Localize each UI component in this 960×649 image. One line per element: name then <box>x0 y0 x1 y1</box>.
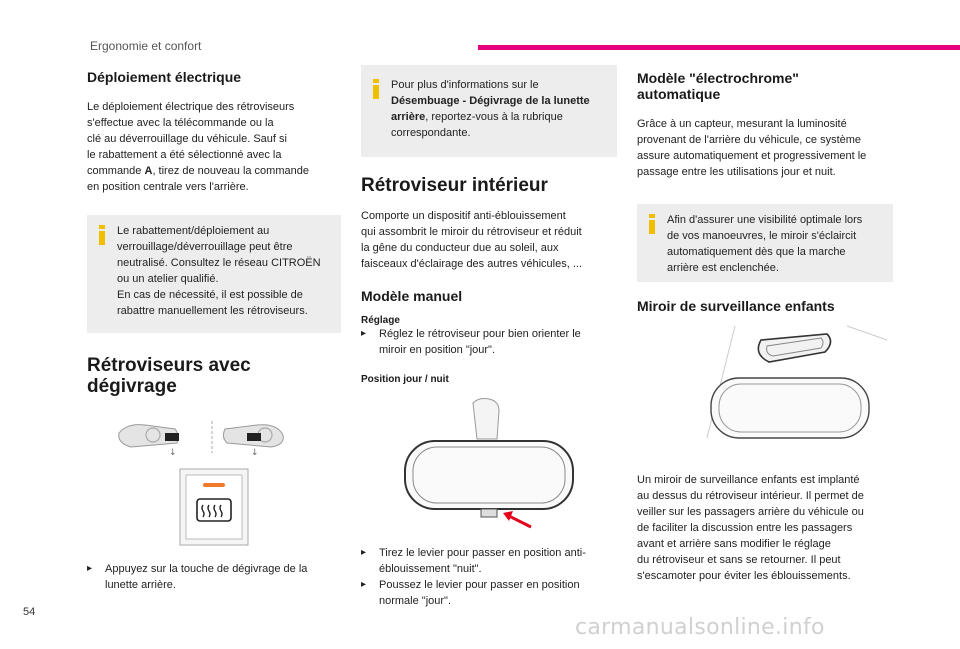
heading-degivrage: Rétroviseurs avec dégivrage <box>87 355 251 397</box>
info-note-marche-arriere: Afin d'assurer une visibilité optimale lors de vos manoeuvres, le miroir s'éclaircit automatiquement dès que la marche arrière est enclenchée. <box>637 204 893 282</box>
heading-electrochrome: Modèle "électrochrome" automatique <box>637 70 799 102</box>
svg-text:↓: ↓ <box>251 448 259 458</box>
section-accent-bar <box>478 45 960 50</box>
info-note-rabattement: Le rabattement/déploiement au verrouillage/déverrouillage peut être neutralisé. Consultez le réseau CITROËN ou un atelier qualifié. En cas de nécessité, il est possible de rabattre manuellement les rétroviseurs. <box>87 215 341 333</box>
info-icon <box>371 79 381 99</box>
column-middle <box>361 65 617 609</box>
info-icon <box>97 225 107 245</box>
bullet-appuyez: ▸ Appuyez sur la touche de dégivrage de la lunette arrière. <box>87 563 308 591</box>
anti-glare-lever[interactable] <box>481 509 497 517</box>
heading-deploiement: Déploiement électrique <box>87 69 242 85</box>
bullet-tirez-poussez: ▸ Tirez le levier pour passer en position anti- éblouissement "nuit". ▸ Poussez le levier pour passer en position normale "jour". <box>361 547 586 607</box>
info-note-desembuage: Pour plus d'informations sur le Désembuage - Dégivrage de la lunette arrière, reportez-vous à la rubrique correspondante. <box>361 65 617 157</box>
bullet-arrow-icon: ▸ <box>361 579 367 590</box>
left-mirror-icon <box>119 425 179 458</box>
rear-defrost-button[interactable] <box>180 469 248 545</box>
page-number: 54 <box>23 606 36 618</box>
info-icon <box>647 214 657 234</box>
column-left <box>87 65 341 593</box>
bullet-arrow-icon: ▸ <box>361 547 367 558</box>
label-reglage: Réglage <box>361 315 400 326</box>
svg-text:↓: ↓ <box>169 448 177 458</box>
label-position-jour-nuit: Position jour / nuit <box>361 374 449 385</box>
heading-retroviseur-interieur: Rétroviseur intérieur <box>361 175 548 196</box>
manual-mirror-illustration <box>361 389 617 539</box>
heading-miroir-enfants: Miroir de surveillance enfants <box>637 298 835 314</box>
section-header: Ergonomie et confort <box>90 39 202 53</box>
paragraph-deploiement: Le déploiement électrique des rétroviseurs s'effectue avec la télécommande ou la clé au déverrouillage du véhicule. Sauf si le rabattement a été sélectionné avec la commande A, tirez de nouveau la commande en position centrale vers l'arrière. <box>87 101 309 193</box>
watermark: carmanualsonline.info <box>575 615 825 640</box>
paragraph-enfants: Un miroir de surveillance enfants est implanté au dessus du rétroviseur intérieur. Il permet de veiller sur les passagers arrière du véhicule ou de faciliter la discussion entre les passagers avant et arrière sans modifier le réglage du rétroviseur et sans se retourner. Il peut s'escamoter pour éviter les éblouissements. <box>637 474 864 582</box>
paragraph-interieur: Comporte un dispositif anti-éblouissement qui assombrit le miroir du rétroviseur et réduit la gêne du conducteur due au soleil, aux faisceaux d'éclairage des autres véhicules, ... <box>361 210 582 270</box>
right-mirror-icon <box>223 425 283 458</box>
bullet-arrow-icon: ▸ <box>87 563 93 574</box>
bullet-reglage: ▸ Réglez le rétroviseur pour bien orienter le miroir en position "jour". <box>361 328 581 356</box>
column-right <box>637 65 893 584</box>
heading-modele-manuel: Modèle manuel <box>361 288 463 304</box>
defrost-mirrors-illustration <box>87 413 341 553</box>
child-mirror-illustration <box>637 320 893 460</box>
paragraph-electrochrome: Grâce à un capteur, mesurant la luminosité provenant de l'arrière du véhicule, ce système assure automatiquement et progressivement le passage entre les utilisations jour et nuit. <box>637 118 867 178</box>
bullet-arrow-icon: ▸ <box>361 328 367 339</box>
